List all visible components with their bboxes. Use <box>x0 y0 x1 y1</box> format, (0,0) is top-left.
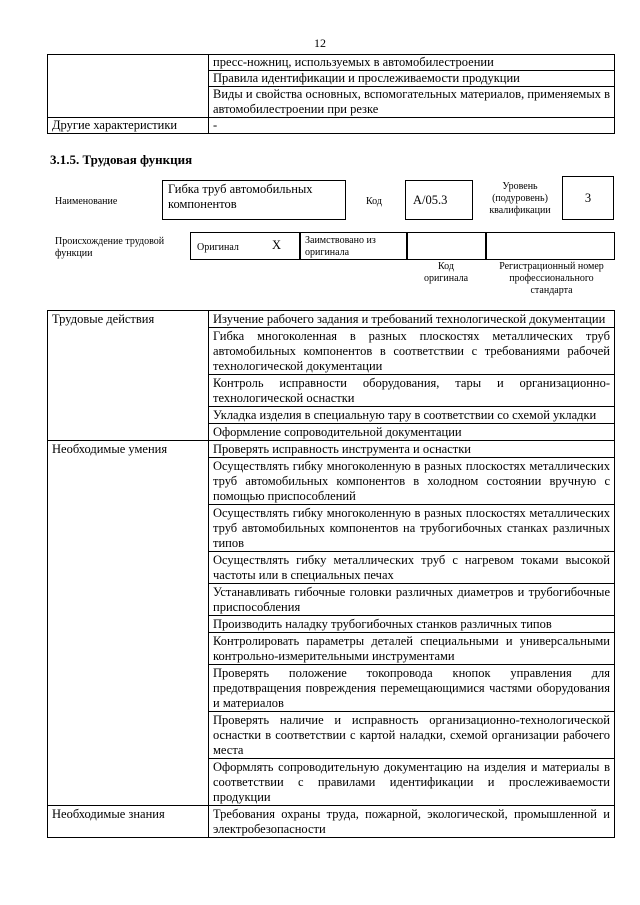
function-name-box: Гибка труб автомобильных компонентов <box>162 180 346 220</box>
skill-item: Проверять наличие и исправность организационно-технологической оснастки в соответствии с картой наладки, схемой организации рабочего места <box>209 712 615 759</box>
labor-action-item: Контроль исправности оборудования, тары и организационно-технологической оснастки <box>209 375 615 407</box>
skill-item: Осуществлять гибку многоколенную в разных плоскостях металлических труб автомобильных компонентов в холодном состоянии вручную с помощью приспособлений <box>209 458 615 505</box>
labor-action-item: Оформление сопроводительной документации <box>209 424 615 441</box>
reg-number-box <box>486 232 615 260</box>
table-row <box>48 806 615 838</box>
table-row <box>48 441 615 458</box>
skill-item: Производить наладку трубогибочных станков различных типов <box>209 616 615 633</box>
other-characteristics-value: - <box>209 118 615 134</box>
labor-action-item: Изучение рабочего задания и требований технологической документации <box>209 311 615 328</box>
original-mark: X <box>272 238 282 252</box>
labor-actions-label: Трудовые действия <box>48 311 209 441</box>
other-characteristics-label: Другие характеристики <box>48 118 209 134</box>
origin-code-box <box>407 232 486 260</box>
required-knowledge-label: Необходимые знания <box>48 806 209 838</box>
section-title: 3.1.5. Трудовая функция <box>50 152 193 167</box>
code-box: A/05.3 <box>405 180 473 220</box>
empty-cell <box>48 55 209 118</box>
labor-action-item: Гибка многоколенная в разных плоскостях металлических труб автомобильных компонентов в соответствии с требованиями рабочей технологической документации <box>209 328 615 375</box>
table-cell: Правила идентификации и прослеживаемости продукции <box>209 71 615 87</box>
code-label: Код <box>366 196 382 207</box>
table-row <box>48 311 615 328</box>
page-number: 12 <box>314 36 326 50</box>
skill-item: Проверять положение токопровода кнопок управления для предотвращения повреждения перемещающимися частями оборудования и материалов <box>209 665 615 712</box>
skill-item: Осуществлять гибку многоколенную в разных плоскостях металлических труб автомобильных компонентов на трубогибочных станках различных типов <box>209 505 615 552</box>
name-label: Наименование <box>55 196 118 207</box>
table-row <box>48 118 615 134</box>
table-cell: Виды и свойства основных, вспомогательных материалов, применяемых в автомобилестроении при резке <box>209 87 615 118</box>
original-label: Оригинал <box>197 242 239 253</box>
origin-label: Происхождение трудовой функции <box>55 236 165 259</box>
skill-item: Оформлять сопроводительную документацию на изделия и материалы в соответствии с правилами идентификации и прослеживаемости продукции <box>209 759 615 806</box>
skill-item: Осуществлять гибку металлических труб с нагревом токами высокой частоты или в специальных печах <box>209 552 615 584</box>
labor-function-table <box>47 310 615 838</box>
skill-item: Проверять исправность инструмента и оснастки <box>209 441 615 458</box>
skill-item: Контролировать параметры деталей специальными и универсальными контрольно-измерительными инструментами <box>209 633 615 665</box>
qualification-level-label: Уровень (подуровень) квалификации <box>489 181 551 216</box>
top-characteristics-table <box>47 54 615 134</box>
required-skills-label: Необходимые умения <box>48 441 209 806</box>
table-cell: пресс-ножниц, используемых в автомобилестроении <box>209 55 615 71</box>
labor-action-item: Укладка изделия в специальную тару в соответствии со схемой укладки <box>209 407 615 424</box>
table-row <box>48 55 615 71</box>
origin-code-label: Код оригинала <box>423 261 469 284</box>
reg-number-label: Регистрационный номер профессионального стандарта <box>499 261 604 296</box>
knowledge-item: Требования охраны труда, пожарной, экологической, промышленной и электробезопасности <box>209 806 615 838</box>
skill-item: Устанавливать гибочные головки различных диаметров и трубогибочные приспособления <box>209 584 615 616</box>
qualification-level-box: 3 <box>562 176 614 220</box>
borrowed-label: Заимствовано из оригинала <box>305 235 376 258</box>
